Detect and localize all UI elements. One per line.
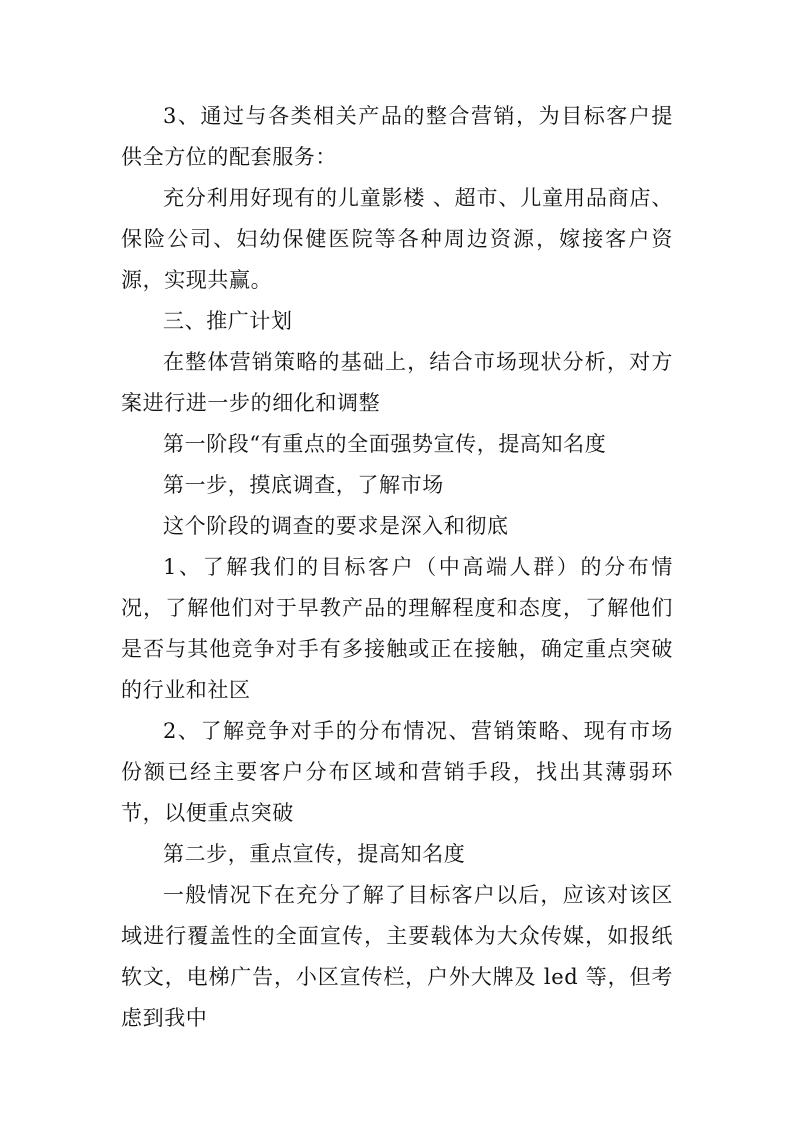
paragraph-resources: 充分利用好现有的儿童影楼 、超市、儿童用品商店、保险公司、妇幼保健医院等各种周边资源，嫁接客户资源，实现共赢。 — [121, 186, 673, 292]
step-one-heading: 第一步，摸底调查，了解市场 — [163, 473, 444, 497]
paragraph-strategy-refinement: 在整体营销策略的基础上，结合市场现状分析，对方案进行进一步的细化和调整 — [121, 350, 673, 415]
document-body — [121, 96, 673, 1039]
list-item-competitors: 2、了解竞争对手的分布情况、营销策略、现有市场份额已经主要客户分布区域和营销手段，找出其薄弱环节，以便重点突破 — [121, 719, 673, 825]
list-item-target-customers: 1、了解我们的目标客户（中高端人群）的分布情况，了解他们对于早教产品的理解程度和态度，了解他们是否与其他竞争对手有多接触或正在接触，确定重点突破的行业和社区 — [121, 555, 673, 702]
paragraph-coverage-promotion: 一般情况下在充分了解了目标客户以后，应该对该区域进行覆盖性的全面宣传，主要载体为大众传媒，如报纸软文，电梯广告，小区宣传栏，户外大牌及 led 等，但考虑到我中 — [121, 883, 673, 1030]
section-heading-promotion-plan: 三、推广计划 — [163, 309, 293, 333]
paragraph-integrated-marketing: 3、通过与各类相关产品的整合营销，为目标客户提供全方位的配套服务： — [121, 104, 673, 169]
paragraph-survey-requirement: 这个阶段的调查的要求是深入和彻底 — [163, 514, 509, 538]
step-two-heading: 第二步，重点宣传，提高知名度 — [163, 842, 466, 866]
phase-one-heading: 第一阶段“有重点的全面强势宣传，提高知名度 — [163, 432, 607, 456]
